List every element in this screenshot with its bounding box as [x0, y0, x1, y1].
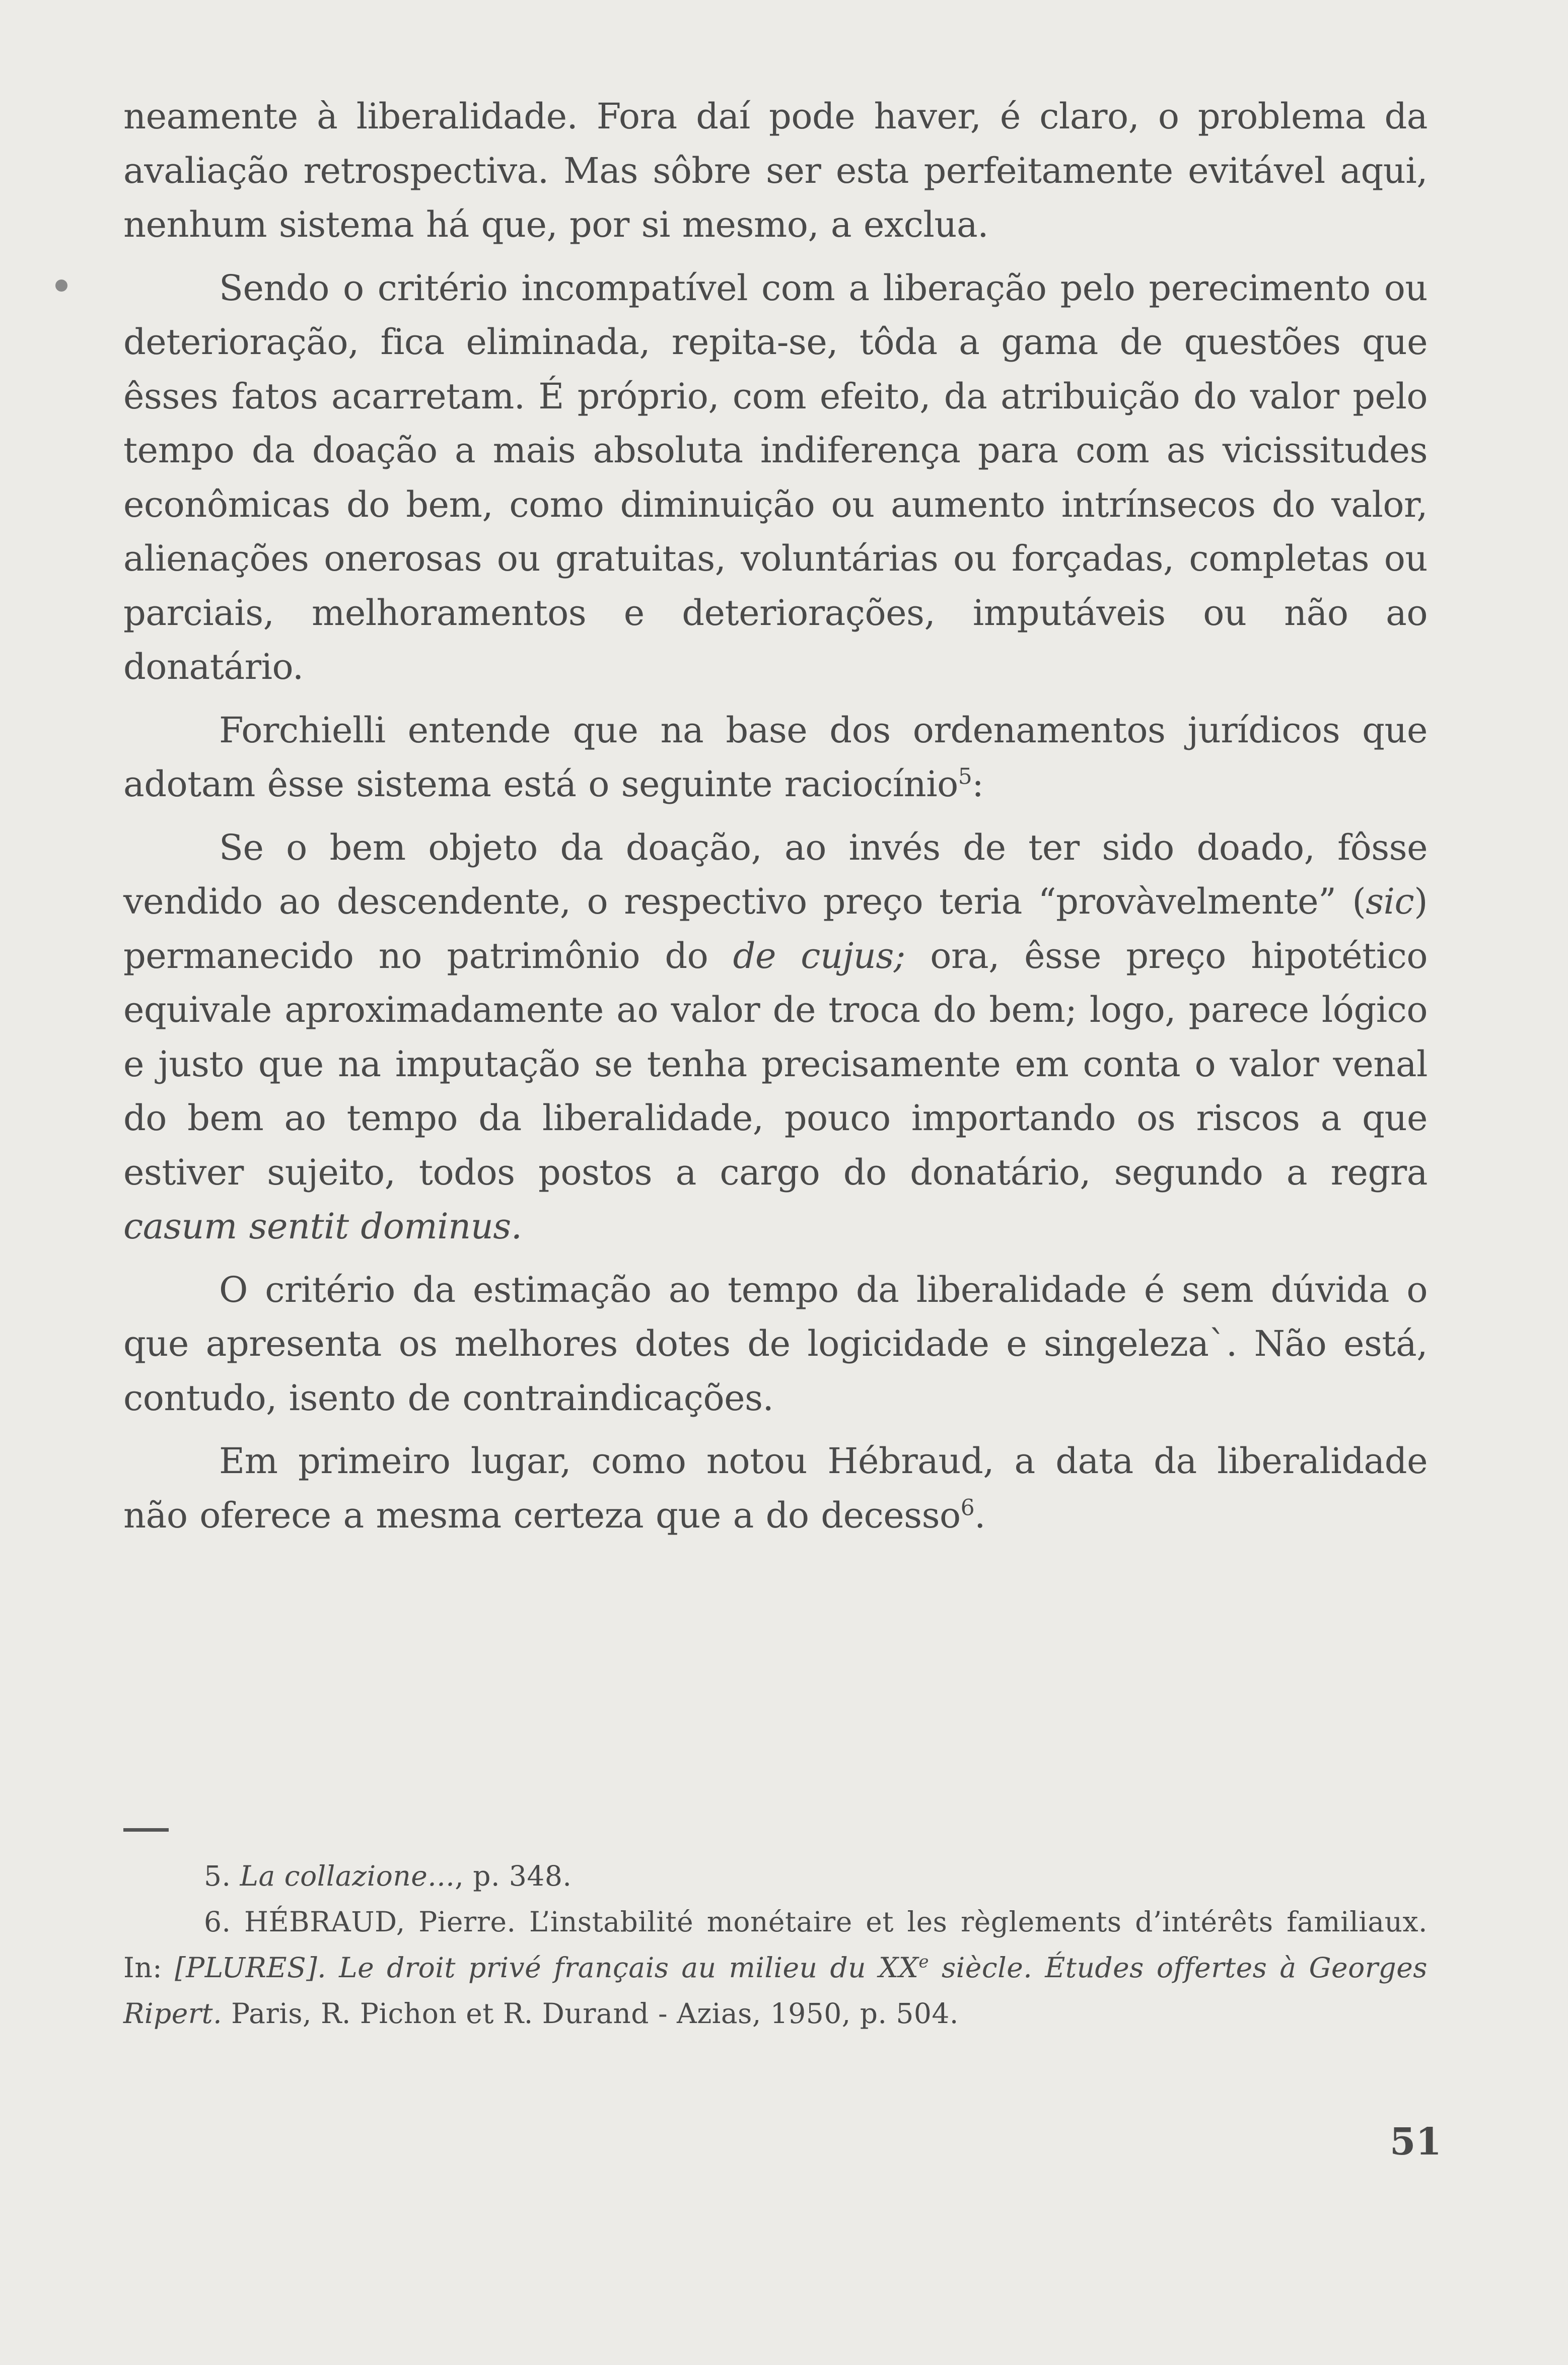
footnote: [123, 1899, 1428, 2037]
text-run: ora, êsse preço hipotético equivale aproximadamente ao valor de troca do bem; logo, parece lógico e justo que na imputação se tenha precisamente em conta o valor venal do bem ao tempo da liberalidade, pouco importando os riscos a que estiver sujeito, todos postos a cargo do donatário, segundo a regra: [123, 935, 1428, 1193]
text-run: , p. 348.: [455, 1860, 572, 1892]
footnote-reference: 6: [960, 1495, 975, 1521]
text-run: Sendo o critério incompatível com a liberação pelo perecimento ou deterioração, fica eliminada, repita-se, tôda a gama de questões que êsses fatos acarretam. É próprio, com efeito, da atribuição do valor pelo tempo da doação a mais absoluta indiferença para com as vicissitudes econômicas do bem, como diminuição ou aumento intrínsecos do valor, alienações onerosas ou gratuitas, voluntárias ou forçadas, completas ou parciais, melhoramentos e deteriorações, imputáveis ou não ao donatário.: [123, 267, 1428, 687]
text-run: O critério da estimação ao tempo da liberalidade é sem dúvida o que apresenta os melhores dotes de logicidade e singeleza`. Não está, contudo, isento de contraindicações.: [123, 1269, 1428, 1419]
footnote-number: 6.: [204, 1906, 245, 1938]
italic-text: casum sentit dominus.: [123, 1206, 522, 1247]
superscript-text: e: [918, 1952, 929, 1972]
paragraph: [123, 821, 1428, 1254]
stray-ink-mark: [55, 280, 67, 292]
text-run: .: [974, 1494, 985, 1536]
paragraph: [123, 261, 1428, 694]
italic-text: [PLURES]. Le droit privé français au milieu du XX: [175, 1952, 919, 1984]
text-run: neamente à liberalidade. Fora daí pode haver, é claro, o problema da avaliação retrospectiva. Mas sôbre ser esta perfeitamente evitável aqui, nenhum sistema há que, por si mesmo, a exclua.: [123, 96, 1428, 245]
footnote-reference: 5: [958, 763, 972, 790]
page-number: 51: [1390, 2120, 1442, 2164]
page-body: [123, 90, 1428, 1543]
footnotes: [123, 1853, 1428, 2037]
paragraph: [123, 1263, 1428, 1426]
italic-text: siècle. Études offertes à Georges Ripert.: [123, 1952, 1428, 2030]
italic-text: La collazione...: [240, 1860, 455, 1892]
footnote-separator: [123, 1828, 169, 1832]
text-run: ) permanecido no patrimônio do: [123, 881, 1428, 977]
footnote-number: 5.: [204, 1860, 240, 1892]
text-run: Paris, R. Pichon et R. Durand - Azias, 1950, p. 504.: [222, 1997, 959, 2030]
paragraph: [123, 1434, 1428, 1543]
text-run: HÉBRAUD, Pierre. L’instabilité monétaire et les règlements d’intérêts familiaux. In:: [123, 1906, 1428, 1984]
text-run: :: [972, 763, 984, 805]
paragraph: [123, 704, 1428, 812]
body-text: [123, 90, 1428, 1543]
text-run: Em primeiro lugar, como notou Hébraud, a data da liberalidade não oferece a mesma certeza que a do decesso: [123, 1440, 1428, 1536]
footnote: [123, 1853, 1428, 1899]
paragraph: [123, 90, 1428, 252]
text-run: Se o bem objeto da doação, ao invés de ter sido doado, fôsse vendido ao descendente, o respectivo preço teria “provàvelmente” (: [123, 826, 1428, 922]
italic-text: de cujus;: [733, 935, 905, 977]
italic-text: sic: [1366, 881, 1414, 922]
text-run: Forchielli entende que na base dos ordenamentos jurídicos que adotam êsse sistema está o seguinte raciocínio: [123, 709, 1428, 805]
